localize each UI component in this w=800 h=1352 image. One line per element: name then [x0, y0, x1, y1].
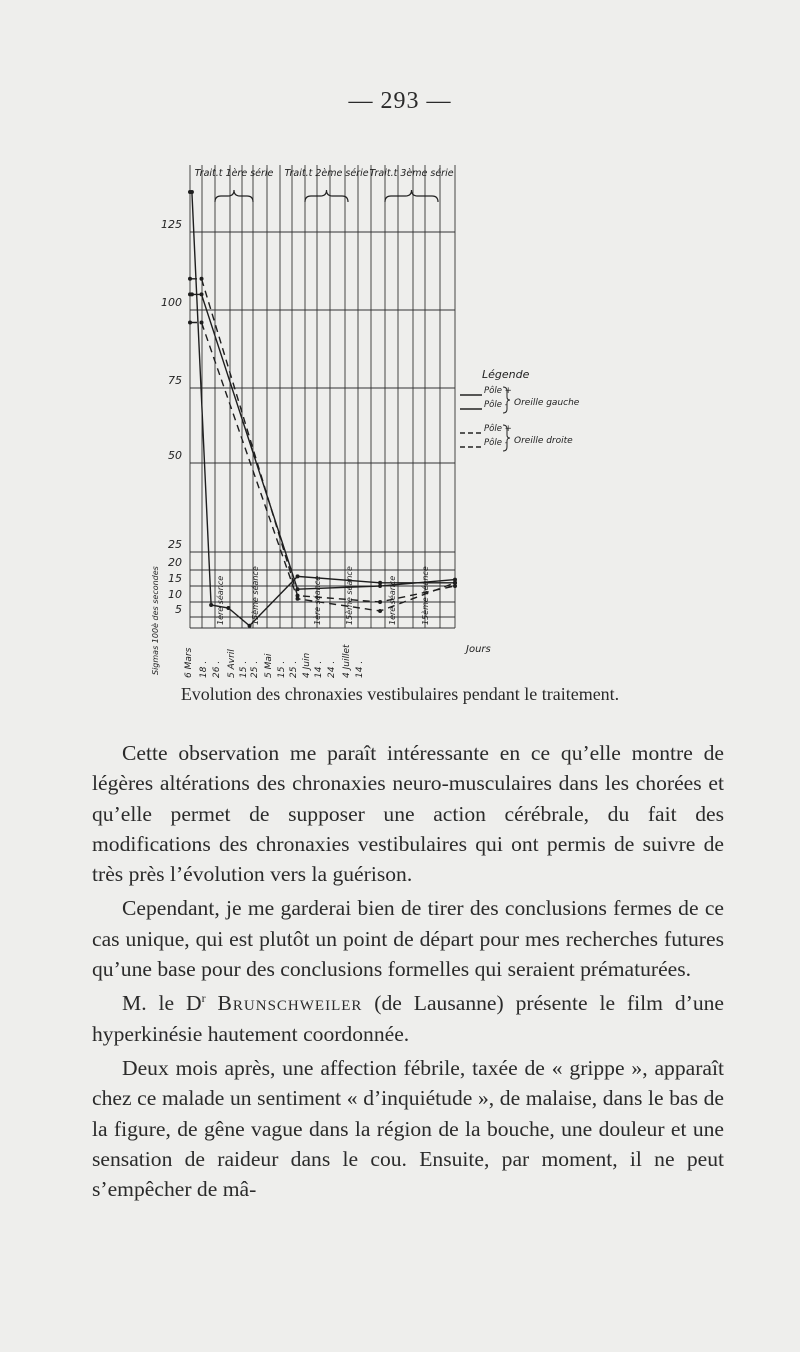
data-point	[296, 574, 300, 578]
data-point	[209, 603, 213, 607]
data-point	[200, 277, 204, 281]
y-tick-label: 125	[161, 218, 182, 231]
legend-group: Oreille gauche	[514, 398, 580, 408]
paragraph-1: Cette observation me paraît intéressante en ce qu’elle montre de légères altérations des chronaxies neuro-musculaires dans les chorées et qu’elle permet de supposer une action cérébrale, du fait des modifications des chronaxies vestibulaires qui ont permis de suivre de très près l’évolution vers la guérison.	[92, 741, 724, 887]
data-point	[190, 190, 194, 194]
y-unit-label: Sigmas 100è des secondes	[151, 566, 160, 675]
session-label: 15ème séance	[251, 566, 260, 625]
paragraph-2: Cependant, je me garderai bien de tirer des conclusions fermes de ce cas unique, qui est plutôt un point de départ pour mes recherches futures qu’une base pour des conclusions formelles qui seraient prématurées.	[92, 896, 724, 982]
page-number: — 293 —	[348, 88, 452, 114]
data-point	[378, 584, 382, 588]
chronaxie-chart	[130, 150, 650, 690]
legend-label: Pôle +	[484, 424, 512, 434]
chart-svg	[130, 150, 650, 690]
legend-label: Pôle +	[484, 386, 512, 396]
legend-group: Oreille droite	[514, 436, 573, 446]
x-tick-label: 14 .	[355, 660, 365, 678]
author-title: M. le D	[122, 991, 202, 1016]
data-point	[378, 600, 382, 604]
data-point	[190, 292, 194, 296]
author-name: Brunschweiler	[217, 991, 363, 1016]
y-tick-label: 5	[175, 603, 182, 616]
treatment-bracket	[215, 190, 253, 202]
body-text	[92, 738, 724, 1204]
x-tick-label: 4 Juillet	[342, 644, 352, 678]
y-tick-label: 20	[168, 556, 182, 569]
paragraph-3-rest: (de Lausanne) présente le film d’une hyperkinésie hautement coordonnée.	[92, 991, 724, 1046]
y-tick-label: 50	[168, 449, 182, 462]
session-label: 1ère séance	[388, 575, 397, 625]
data-point	[453, 581, 457, 585]
y-tick-label: 15	[168, 572, 182, 585]
session-label: 15ème séance	[345, 566, 354, 625]
session-label: 15ème séance	[421, 566, 430, 625]
paragraph-4: Deux mois après, une affection fébrile, taxée de « grippe », apparaît chez ce malade un sentiment « d’inquiétude », de malaise, dans le bas de la figure, de gêne vague dans la région de la bouche, une douleur et une sensation de raideur dans le cou. Ensuite, par moment, il ne peut s’empêcher de mâ-	[92, 1055, 724, 1202]
data-point	[188, 320, 192, 324]
author-title-sup: r	[201, 991, 206, 1006]
x-tick-label: 25 .	[289, 660, 299, 678]
data-point	[188, 277, 192, 281]
legend-label: Pôle -	[484, 438, 508, 448]
x-tick-label: 18 .	[199, 660, 209, 678]
x-unit-label: Jours	[466, 644, 491, 655]
x-tick-label: 4 Juin	[302, 652, 312, 678]
paragraph-3	[92, 988, 724, 1049]
y-tick-label: 100	[161, 296, 182, 309]
treatment-label: Trait.t 2ème série	[284, 168, 369, 179]
data-point	[296, 597, 300, 601]
x-tick-label: 24 .	[327, 660, 337, 678]
session-label: 1ère séance	[313, 575, 322, 625]
x-tick-label: 25 .	[250, 660, 260, 678]
x-tick-label: 5 Mai	[264, 653, 274, 678]
legend-label: Pôle -	[484, 400, 508, 410]
y-tick-label: 10	[168, 588, 182, 601]
y-tick-label: 75	[168, 374, 182, 387]
legend-title: Légende	[482, 368, 530, 381]
treatment-bracket	[305, 190, 348, 202]
treatment-bracket	[385, 190, 438, 202]
data-point	[378, 609, 382, 613]
figure-caption: Evolution des chronaxies vestibulaires pendant le traitement.	[180, 684, 620, 704]
x-tick-label: 15 .	[239, 660, 249, 678]
data-point	[200, 320, 204, 324]
data-point	[226, 606, 230, 610]
treatment-label: Trait.t 3ème série	[369, 168, 454, 179]
y-tick-label: 25	[168, 538, 182, 551]
x-tick-label: 14 .	[314, 660, 324, 678]
x-tick-label: 5 Avril	[227, 649, 237, 678]
session-label: 1ère séance	[216, 575, 225, 625]
x-tick-label: 26 .	[212, 660, 222, 678]
data-point	[248, 624, 252, 628]
treatment-label: Trait.t 1ère série	[194, 168, 274, 179]
x-tick-label: 15 .	[277, 660, 287, 678]
data-point	[200, 292, 204, 296]
x-tick-label: 6 Mars	[184, 647, 194, 678]
